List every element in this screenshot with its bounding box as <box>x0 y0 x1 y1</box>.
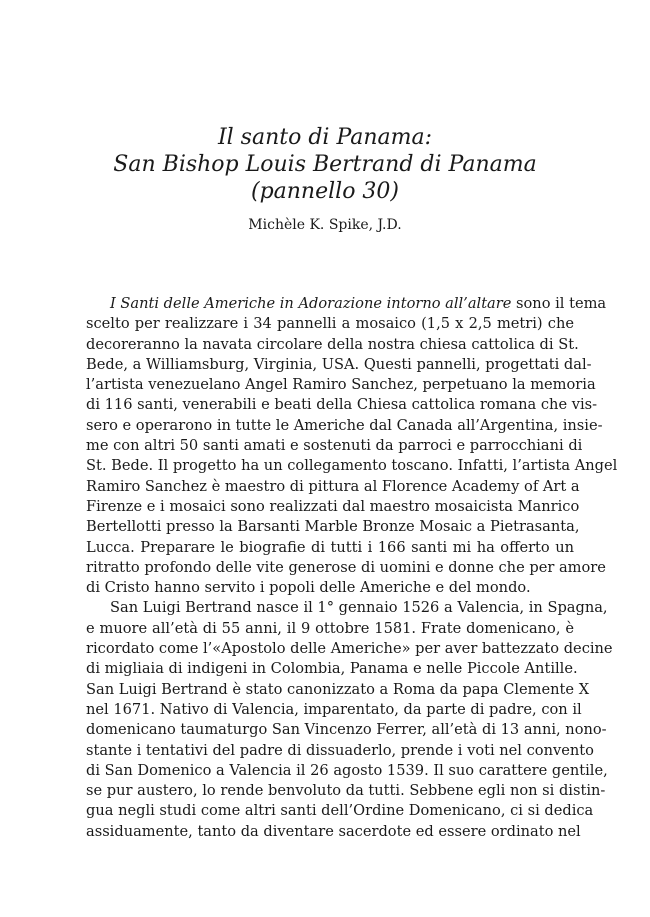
paragraph-line: Lucca. Preparare le biografie di tutti i 166 santi mi ha offerto un <box>86 538 574 556</box>
paragraph-line: Ramiro Sanchez è maestro di pittura al Florence Academy of Art a <box>86 477 580 495</box>
paragraph-line: assiduamente, tanto da diventare sacerdote ed essere ordinato nel <box>86 822 581 840</box>
paragraph-line: St. Bede. Il progetto ha un collegamento toscano. Infatti, l’artista Angel <box>86 457 618 475</box>
paragraph-line: domenicano taumaturgo San Vincenzo Ferrer, all’età di 13 anni, nono- <box>86 721 607 739</box>
paragraph-line: Bertellotti presso la Barsanti Marble Bronze Mosaic a Pietrasanta, <box>86 518 580 536</box>
author-name: Michèle K. Spike, J.D. <box>248 217 402 233</box>
paragraph-line: ritratto profondo delle vite generose di uomini e donne che per amore <box>86 558 606 576</box>
paragraph-line: l’artista venezuelano Angel Ramiro Sanchez, perpetuano la memoria <box>86 376 596 394</box>
paragraph-line: nel 1671. Nativo di Valencia, imparentato, da parte di padre, con il <box>86 700 582 718</box>
title-line-3: (pannello 30) <box>250 179 400 204</box>
paragraph-2-line-1: San Luigi Bertrand nasce il 1° gennaio 1526 a Valencia, in Spagna, <box>110 599 608 617</box>
paragraph-line: di Cristo hanno servito i popoli delle Americhe e del mondo. <box>86 579 531 597</box>
paragraph-1-line-1 <box>86 294 607 314</box>
article-title <box>0 124 650 205</box>
paragraph-line: gua negli studi come altri santi dell’Ordine Domenicano, ci si dedica <box>86 802 594 820</box>
paragraph-line: Firenze e i mosaici sono realizzati dal maestro mosaicista Manrico <box>86 497 580 515</box>
article-body <box>86 294 618 842</box>
title-line-2: San Bishop Louis Bertrand di Panama <box>113 152 537 177</box>
title-line-1: Il santo di Panama: <box>217 125 433 150</box>
paragraph-line: e muore all’età di 55 anni, il 9 ottobre 1581. Frate domenicano, è <box>86 619 574 637</box>
paragraph-line: me con altri 50 santi amati e sostenuti da parroci e parrocchiani di <box>86 437 583 455</box>
paragraph-line: sero e operarono in tutte le Americhe dal Canada all’Argentina, insie- <box>86 416 603 434</box>
paragraph-line: di San Domenico a Valencia il 26 agosto 1539. Il suo carattere gentile, <box>86 761 608 779</box>
paragraph-1-line-1-rest: sono il tema <box>511 295 607 312</box>
paragraph-line: se pur austero, lo rende benvoluto da tutti. Sebbene egli non si distin- <box>86 782 606 800</box>
paragraph-line: San Luigi Bertrand è stato canonizzato a Roma da papa Clemente X <box>86 680 590 698</box>
paragraph-line: scelto per realizzare i 34 pannelli a mosaico (1,5 x 2,5 metri) che <box>86 315 574 333</box>
paragraph-line: Bede, a Williamsburg, Virginia, USA. Questi pannelli, progettati dal- <box>86 355 592 373</box>
paragraph-line: stante i tentativi del padre di dissuaderlo, prende i voti nel convento <box>86 741 594 759</box>
paragraph-line: di migliaia di indigeni in Colombia, Panama e nelle Piccole Antille. <box>86 660 578 678</box>
paragraph-line: ricordato come l’«Apostolo delle Americhe» per aver battezzato decine <box>86 640 613 658</box>
paragraph-line: decoreranno la navata circolare della nostra chiesa cattolica di St. <box>86 335 579 353</box>
paragraph-line: di 116 santi, venerabili e beati della Chiesa cattolica romana che vis- <box>86 396 598 414</box>
artwork-title-italic: I Santi delle Americhe in Adorazione intorno all’altare <box>110 295 512 312</box>
